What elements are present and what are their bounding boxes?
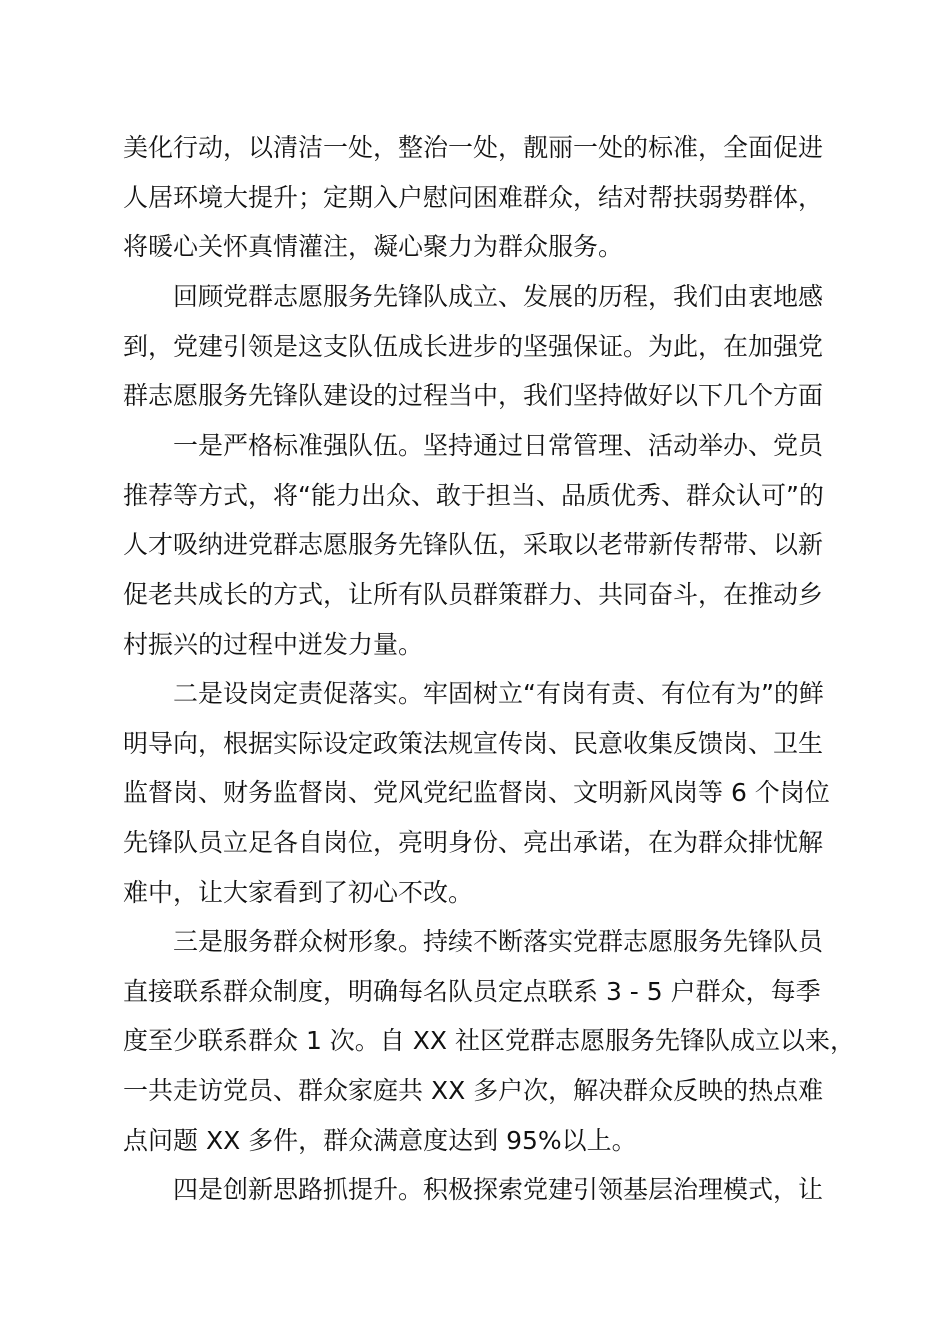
paragraph-start-line: 回顾党群志愿服务先锋队成立、发展的历程，我们由衷地感	[173, 282, 824, 311]
text-line-15: 先锋队员立足各自岗位，亮明身份、亮出承诺，在为群众排忧解	[123, 828, 824, 857]
text-line-14: 监督岗、财务监督岗、党风党纪监督岗、文明新风岗等 6 个岗位	[123, 778, 830, 807]
text-line-11: 村振兴的过程中迸发力量。	[123, 630, 424, 659]
paragraph-start-line: 二是设岗定责促落实。牢固树立“有岗有责、有位有为”的鲜	[173, 679, 824, 708]
text-line-18: 直接联系群众制度，明确每名队员定点联系 3 - 5 户群众，每季	[123, 977, 821, 1006]
text-line-8: 推荐等方式，将“能力出众、敢于担当、品质优秀、群众认可”的	[123, 481, 824, 510]
paragraph-start-line: 三是服务群众树形象。持续不断落实党群志愿服务先锋队员	[173, 927, 824, 956]
text-line-16: 难中，让大家看到了初心不改。	[123, 878, 474, 907]
text-line-1: 美化行动，以清洁一处，整治一处，靓丽一处的标准，全面促进	[123, 133, 824, 162]
text-line-3: 将暖心关怀真情灌注，凝心聚力为群众服务。	[123, 232, 624, 261]
text-line-13: 明导向，根据实际设定政策法规宣传岗、民意收集反馈岗、卫生	[123, 729, 824, 758]
text-line-10: 促老共成长的方式，让所有队员群策群力、共同奋斗，在推动乡	[123, 580, 824, 609]
text-line-5: 到，党建引领是这支队伍成长进步的坚强保证。为此，在加强党	[123, 332, 824, 361]
text-line-21: 点问题 XX 多件，群众满意度达到 95%以上。	[123, 1126, 637, 1155]
text-line-6: 群志愿服务先锋队建设的过程当中，我们坚持做好以下几个方面	[123, 381, 824, 410]
paragraph-start-line: 四是创新思路抓提升。积极探索党建引领基层治理模式，让	[173, 1175, 824, 1204]
text-line-2: 人居环境大提升；定期入户慰问困难群众，结对帮扶弱势群体，	[123, 183, 824, 212]
paragraph-start-line: 一是严格标准强队伍。坚持通过日常管理、活动举办、党员	[173, 431, 824, 460]
text-line-20: 一共走访党员、群众家庭共 XX 多户次，解决群众反映的热点难	[123, 1076, 824, 1105]
text-line-19: 度至少联系群众 1 次。自 XX 社区党群志愿服务先锋队成立以来，	[123, 1026, 855, 1055]
text-line-9: 人才吸纳进党群志愿服务先锋队伍，采取以老带新传帮带、以新	[123, 530, 824, 559]
